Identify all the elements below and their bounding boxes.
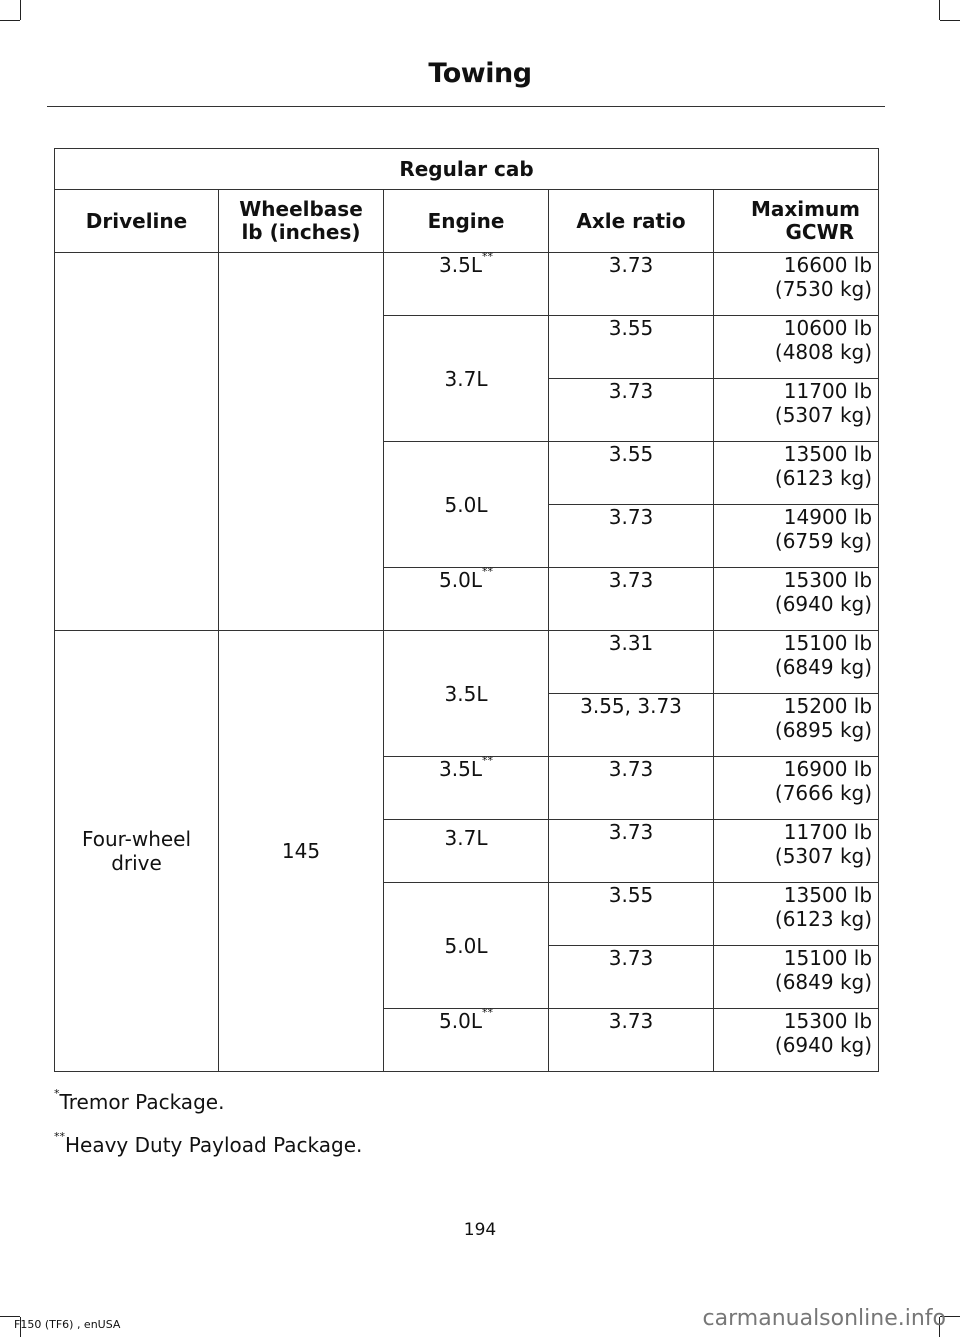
engine-value: 3.5L bbox=[439, 757, 482, 781]
gcwr-lb: 15300 lb bbox=[783, 568, 873, 592]
engine-cell bbox=[384, 820, 549, 883]
column-header-text: lb (inches) bbox=[241, 220, 361, 244]
table-row bbox=[55, 631, 879, 694]
header-divider bbox=[47, 106, 885, 107]
axle-ratio-cell: 3.73 bbox=[549, 757, 714, 820]
footnote-mark: ** bbox=[481, 1006, 493, 1019]
page-number: 194 bbox=[463, 1220, 497, 1240]
footnote-text: Tremor Package. bbox=[59, 1090, 225, 1114]
gcwr-cell bbox=[714, 379, 879, 442]
axle-ratio-cell: 3.31 bbox=[549, 631, 714, 694]
column-header-text: Driveline bbox=[85, 208, 188, 233]
gcwr-lb: 15100 lb bbox=[783, 631, 873, 655]
crop-mark bbox=[0, 20, 20, 21]
gcwr-lb: 11700 lb bbox=[783, 379, 873, 403]
footnote-heavy-duty bbox=[54, 1130, 363, 1157]
engine-cell bbox=[384, 565, 549, 631]
gcwr-lb: 11700 lb bbox=[783, 820, 873, 844]
gcwr-cell bbox=[714, 757, 879, 820]
gcwr-kg: (6123 kg) bbox=[774, 907, 873, 931]
table-title: Regular cab bbox=[55, 149, 879, 190]
crop-mark bbox=[0, 1316, 20, 1317]
gcwr-lb: 15300 lb bbox=[783, 1009, 873, 1033]
document-id: F150 (TF6) , enUSA bbox=[14, 1318, 121, 1331]
footnote-tremor bbox=[54, 1087, 225, 1114]
axle-ratio-cell: 3.55 bbox=[549, 883, 714, 946]
axle-ratio-cell: 3.73 bbox=[549, 505, 714, 568]
table-header-row bbox=[55, 190, 879, 253]
axle-ratio-cell: 3.73 bbox=[549, 946, 714, 1009]
gcwr-kg: (6849 kg) bbox=[774, 970, 873, 994]
engine-cell bbox=[384, 250, 549, 316]
engine-value: 3.7L bbox=[444, 826, 488, 850]
crop-mark bbox=[939, 0, 940, 20]
gcwr-kg: (6940 kg) bbox=[774, 1033, 873, 1057]
column-header-text: Maximum bbox=[750, 197, 861, 221]
crop-mark bbox=[20, 0, 21, 20]
engine-cell bbox=[384, 316, 549, 442]
footnote-mark: ** bbox=[54, 1130, 65, 1143]
engine-cell bbox=[384, 442, 549, 568]
gcwr-kg: (5307 kg) bbox=[774, 403, 873, 427]
gcwr-kg: (7530 kg) bbox=[774, 277, 873, 301]
engine-value: 3.5L bbox=[444, 681, 488, 706]
footnote-mark: ** bbox=[481, 754, 493, 767]
axle-ratio-cell: 3.55 bbox=[549, 442, 714, 505]
gcwr-kg: (5307 kg) bbox=[774, 844, 873, 868]
footnote-mark: ** bbox=[481, 565, 493, 578]
column-header-wheelbase bbox=[219, 190, 384, 253]
gcwr-cell bbox=[714, 694, 879, 757]
wheelbase-cell-empty bbox=[219, 253, 384, 631]
footnote-text: Heavy Duty Payload Package. bbox=[65, 1133, 363, 1157]
table-row bbox=[55, 253, 879, 316]
gcwr-kg: (6940 kg) bbox=[774, 592, 873, 616]
engine-value: 5.0L bbox=[439, 568, 482, 592]
gcwr-kg: (7666 kg) bbox=[774, 781, 873, 805]
gcwr-cell bbox=[714, 442, 879, 505]
wheelbase-cell: 145 bbox=[219, 631, 384, 1072]
axle-ratio-cell: 3.73 bbox=[549, 1009, 714, 1072]
axle-ratio-cell: 3.73 bbox=[549, 379, 714, 442]
driveline-text: Four-wheel bbox=[81, 827, 192, 851]
crop-mark bbox=[940, 20, 960, 21]
gcwr-kg: (6849 kg) bbox=[774, 655, 873, 679]
gcwr-kg: (6759 kg) bbox=[774, 529, 873, 553]
footnote-mark: ** bbox=[481, 250, 493, 263]
column-header-text: Axle ratio bbox=[576, 208, 686, 233]
towing-spec-table bbox=[54, 148, 879, 1072]
driveline-text: drive bbox=[111, 851, 162, 875]
engine-value: 3.7L bbox=[444, 366, 488, 391]
engine-value: 5.0L bbox=[439, 1009, 482, 1033]
page-title: Towing bbox=[428, 58, 532, 89]
gcwr-lb: 13500 lb bbox=[783, 883, 873, 907]
engine-value: 5.0L bbox=[444, 492, 488, 517]
axle-ratio-cell: 3.73 bbox=[549, 568, 714, 631]
engine-cell bbox=[384, 754, 549, 820]
axle-ratio-cell: 3.55, 3.73 bbox=[549, 694, 714, 757]
column-header-max-gcwr bbox=[714, 190, 879, 253]
gcwr-cell bbox=[714, 316, 879, 379]
driveline-cell bbox=[55, 631, 219, 1072]
gcwr-cell bbox=[714, 631, 879, 694]
engine-cell bbox=[384, 1006, 549, 1072]
gcwr-lb: 15100 lb bbox=[783, 946, 873, 970]
gcwr-cell bbox=[714, 505, 879, 568]
column-header-driveline bbox=[55, 190, 219, 253]
engine-cell bbox=[384, 631, 549, 757]
footnote-mark: * bbox=[54, 1087, 60, 1100]
gcwr-lb: 16600 lb bbox=[783, 253, 873, 277]
watermark: carmanualsonline.info bbox=[702, 1306, 946, 1331]
gcwr-lb: 14900 lb bbox=[783, 505, 873, 529]
gcwr-lb: 16900 lb bbox=[783, 757, 873, 781]
axle-ratio-cell: 3.73 bbox=[549, 253, 714, 316]
gcwr-cell bbox=[714, 253, 879, 316]
engine-value: 5.0L bbox=[444, 933, 488, 958]
axle-ratio-cell: 3.73 bbox=[549, 820, 714, 883]
column-header-text: Engine bbox=[427, 208, 505, 233]
driveline-cell-empty bbox=[55, 253, 219, 631]
gcwr-cell bbox=[714, 820, 879, 883]
gcwr-kg: (4808 kg) bbox=[774, 340, 873, 364]
column-header-text: GCWR bbox=[785, 220, 855, 244]
gcwr-lb: 10600 lb bbox=[783, 316, 873, 340]
gcwr-lb: 13500 lb bbox=[783, 442, 873, 466]
gcwr-kg: (6895 kg) bbox=[774, 718, 873, 742]
gcwr-kg: (6123 kg) bbox=[774, 466, 873, 490]
engine-cell bbox=[384, 883, 549, 1009]
column-header-axle-ratio bbox=[549, 190, 714, 253]
axle-ratio-cell: 3.55 bbox=[549, 316, 714, 379]
column-header-text: Wheelbase bbox=[239, 197, 363, 221]
gcwr-cell bbox=[714, 1009, 879, 1072]
gcwr-cell bbox=[714, 568, 879, 631]
column-header-engine bbox=[384, 190, 549, 253]
engine-value: 3.5L bbox=[439, 253, 482, 277]
gcwr-lb: 15200 lb bbox=[783, 694, 873, 718]
gcwr-cell bbox=[714, 883, 879, 946]
gcwr-cell bbox=[714, 946, 879, 1009]
